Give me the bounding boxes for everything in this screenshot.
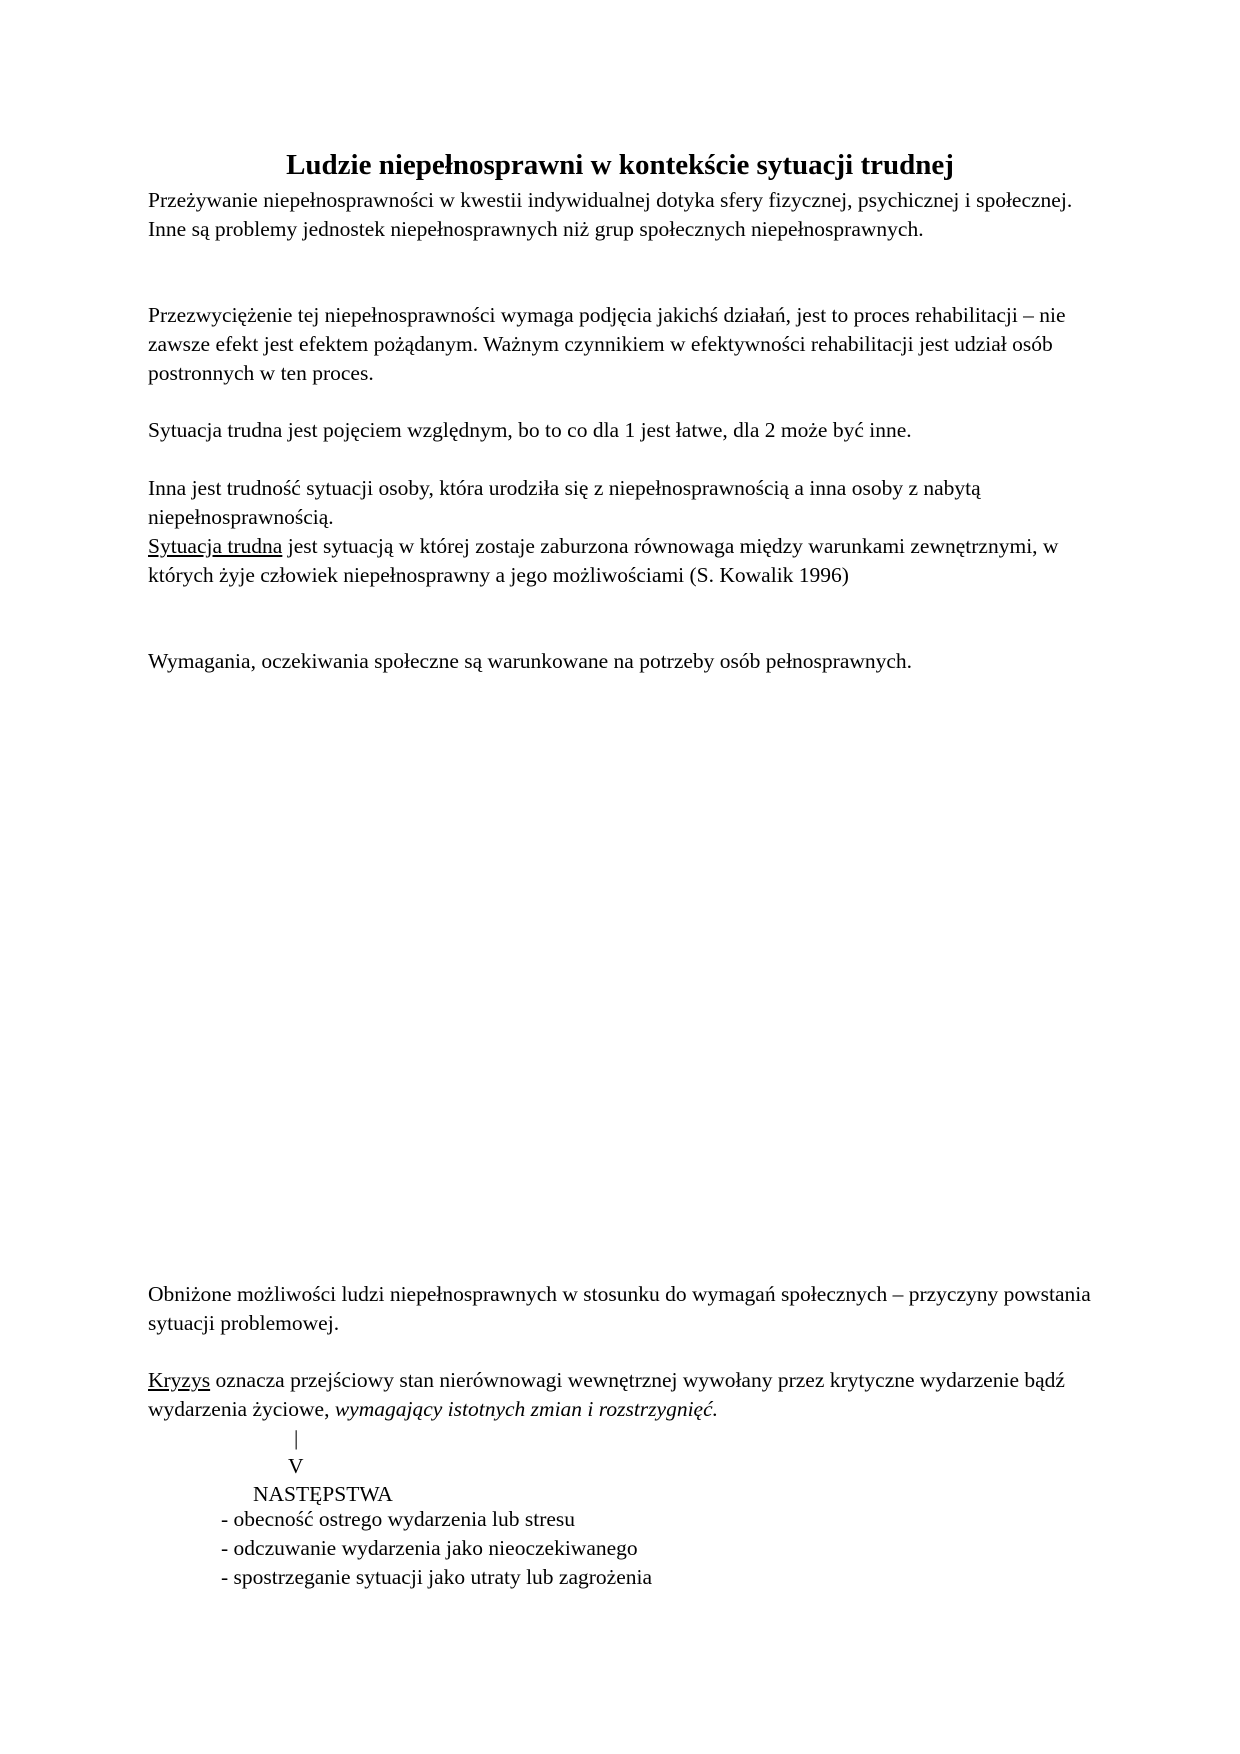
paragraph-difficult-situation-definition [148,532,1093,590]
consequences-heading: NASTĘPSTWA [253,1482,393,1506]
paragraph-crisis-definition [148,1366,1093,1424]
term-difficult-situation: Sytuacja trudna [148,534,283,558]
term-crisis: Kryzys [148,1368,211,1392]
document-title: Ludzie niepełnosprawni w kontekście sytuacji trudnej [286,149,954,181]
crisis-italic-text: wymagający istotnych zmian i rozstrzygnięć. [334,1397,719,1421]
list-item: - odczuwanie wydarzenia jako nieoczekiwanego [221,1536,638,1560]
paragraph-social-requirements: Wymagania, oczekiwania społeczne są warunkowane na potrzeby osób pełnosprawnych. [148,649,913,673]
list-item: - obecność ostrego wydarzenia lub stresu [221,1507,576,1531]
paragraph-congenital-vs-acquired: Inna jest trudność sytuacji osoby, która urodziła się z niepełnosprawnością a inna osoby z nabytą niepełnosprawnością. [148,476,981,529]
list-item: - spostrzeganie sytuacji jako utraty lub zagrożenia [221,1565,653,1589]
paragraph-reduced-abilities: Obniżone możliwości ludzi niepełnosprawnych w stosunku do wymagań społecznych – przyczyny powstania sytuacji problemowej. [148,1282,1091,1335]
paragraph-experience: Przeżywanie niepełnosprawności w kwestii indywidualnej dotyka sfery fizycznej, psychicznej i społecznej. Inne są problemy jednostek niepełnosprawnych niż grup społecznych niepełnosprawnych. [148,188,1073,241]
arrow-stem: | [294,1426,299,1450]
crisis-definition-text: oznacza przejściowy stan nierównowagi wewnętrznej wywołany przez krytyczne wydarzenie bądź wydarzenia życiowe, [148,1368,1065,1421]
definition-text: jest sytuacją w której zostaje zaburzona równowaga między warunkami zewnętrznymi, w których żyje człowiek niepełnosprawny a jego możliwościami (S. Kowalik 1996) [148,534,1059,587]
consequences-list [221,1505,652,1592]
paragraph-rehabilitation: Przezwyciężenie tej niepełnosprawności wymaga podjęcia jakichś działań, jest to proces rehabilitacji – nie zawsze efekt jest efektem pożądanym. Ważnym czynnikiem w efektywności rehabilitacji jest udział osób postronnych w ten proces. [148,303,1066,385]
arrow-head: V [288,1454,304,1478]
paragraph-relative-difficulty: Sytuacja trudna jest pojęciem względnym, bo to co dla 1 jest łatwe, dla 2 może być inne. [148,418,912,442]
